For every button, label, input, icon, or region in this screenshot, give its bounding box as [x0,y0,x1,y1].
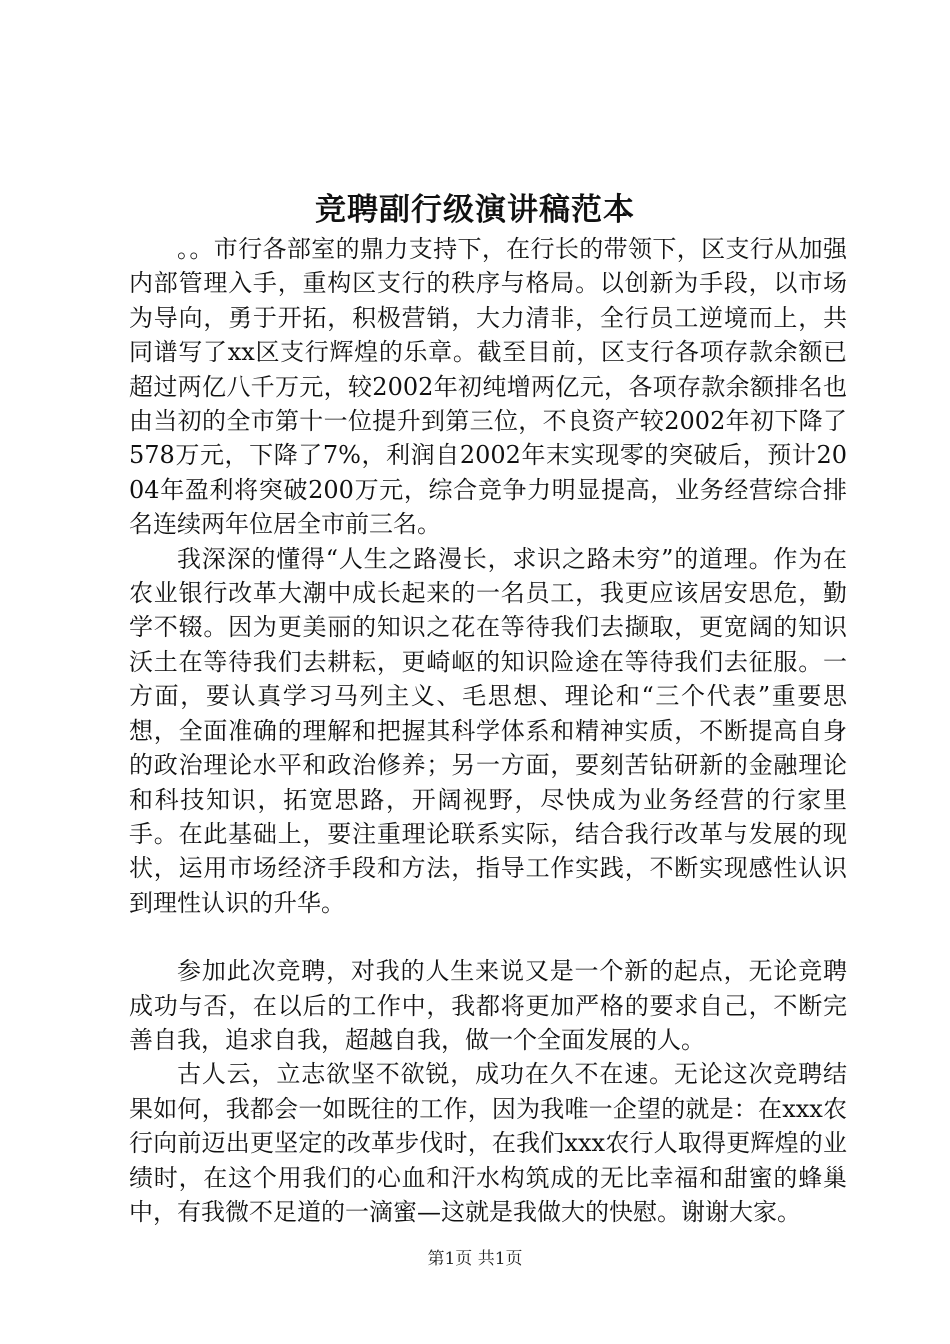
document-body [129,232,847,1229]
page-footer: 第1页 共1页 [427,1249,523,1269]
document-title: 竞聘副行级演讲稿范本 [315,192,635,228]
paragraph-closing: 古人云，立志欲坚不欲锐，成功在久不在速。无论这次竞聘结果如何，我都会一如既往的工作，因为我唯一企望的就是：在xxx农行向前迈出更坚定的改革步伐时，在我们xxx农行人取得更辉煌的业绩时，在这个用我们的心血和汗水构筑成的无比幸福和甜蜜的蜂巢中，有我微不足道的一滴蜜—这就是我做大的快慰。谢谢大家。 [129,1060,847,1226]
paragraph-achievements: 。。市行各部室的鼎力支持下，在行长的带领下，区支行从加强内部管理入手，重构区支行的秩序与格局。以创新为手段，以市场为导向，勇于开拓，积极营销，大力清非，全行员工逆境而上，共同谱写了xx区支行辉煌的乐章。截至目前，区支行各项存款余额已超过两亿八千万元，较2002年初纯增两亿元，各项存款余额排名也由当初的全市第十一位提升到第三位，不良资产较2002年初下降了578万元，下降了7%，利润自2002年末实现零的突破后，预计2004年盈利将突破200万元，综合竞争力明显提高，业务经营综合排名连续两年位居全市前三名。 [129,235,847,539]
paragraph-learning: 我深深的懂得“人生之路漫长，求识之路未穷”的道理。作为在农业银行改革大潮中成长起来的一名员工，我更应该居安思危，勤学不辍。因为更美丽的知识之花在等待我们去撷取，更宽阔的知识沃土在等待我们去耕耘，更崎岖的知识险途在等待我们去征服。一方面，要认真学习马列主义、毛思想、理论和“三个代表”重要思想，全面准确的理解和把握其科学体系和精神实质，不断提高自身的政治理论水平和政治修养；另一方面，要刻苦钻研新的金融理论和科技知识，拓宽思路，开阔视野，尽快成为业务经营的行家里手。在此基础上，要注重理论联系实际，结合我行改革与发展的现状，运用市场经济手段和方法，指导工作实践，不断实现感性认识到理性认识的升华。 [129,544,847,917]
paragraph-new-start: 参加此次竞聘，对我的人生来说又是一个新的起点，无论竞聘成功与否，在以后的工作中，我都将更加严格的要求自己，不断完善自我，追求自我，超越自我，做一个全面发展的人。 [129,957,847,1054]
